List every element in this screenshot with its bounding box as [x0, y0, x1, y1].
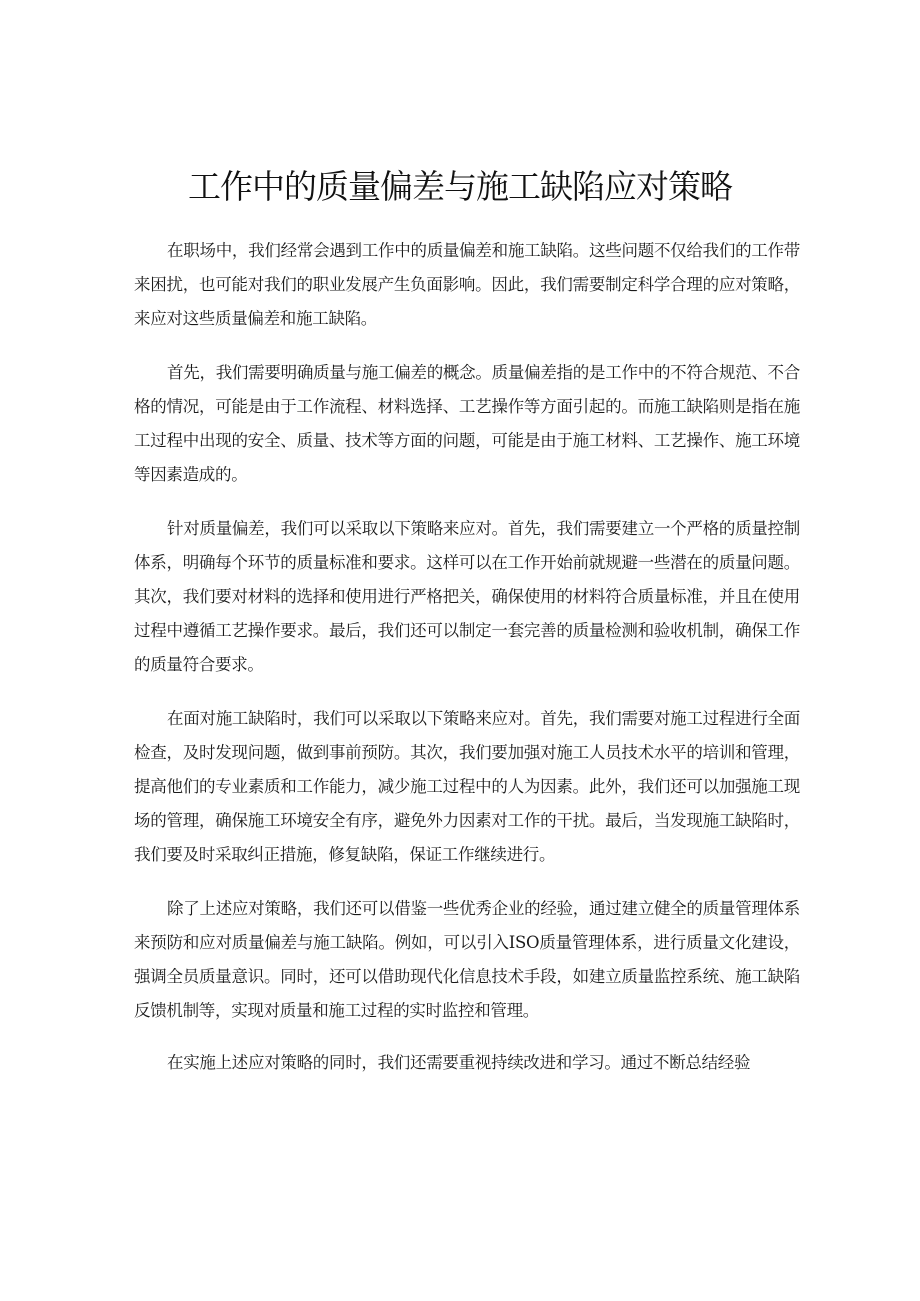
paragraph-enterprise-experience: 除了上述应对策略，我们还可以借鉴一些优秀企业的经验，通过建立健全的质量管理体系来预防和应对质量偏差与施工缺陷。例如，可以引入ISO质量管理体系，进行质量文化建设，强调全员质量意识。同时，还可以借助现代化信息技术手段，如建立质量监控系统、施工缺陷反馈机制等，实现对质量和施工过程的实时监控和管理。 [134, 899, 800, 1020]
document-title: 工作中的质量偏差与施工缺陷应对策略 [188, 167, 732, 206]
paragraph-quality-deviation-strategy: 针对质量偏差，我们可以采取以下策略来应对。首先，我们需要建立一个严格的质量控制体系，明确每个环节的质量标准和要求。这样可以在工作开始前就规避一些潜在的质量问题。其次，我们要对材料的选择和使用进行严格把关，确保使用的材料符合质量标准，并且在使用过程中遵循工艺操作要求。最后，我们还可以制定一套完善的质量检测和验收机制，确保工作的质量符合要求。 [134, 519, 800, 674]
paragraph-concepts: 首先，我们需要明确质量与施工偏差的概念。质量偏差指的是工作中的不符合规范、不合格的情况，可能是由于工作流程、材料选择、工艺操作等方面引起的。而施工缺陷则是指在施工过程中出现的安全、质量、技术等方面的问题，可能是由于施工材料、工艺操作、施工环境等因素造成的。 [134, 363, 800, 484]
paragraph-intro: 在职场中，我们经常会遇到工作中的质量偏差和施工缺陷。这些问题不仅给我们的工作带来困扰，也可能对我们的职业发展产生负面影响。因此，我们需要制定科学合理的应对策略，来应对这些质量偏差和施工缺陷。 [134, 241, 800, 328]
paragraph-continuous-improvement: 在实施上述应对策略的同时，我们还需要重视持续改进和学习。通过不断总结经验 [167, 1053, 751, 1072]
paragraph-construction-defect-strategy: 在面对施工缺陷时，我们可以采取以下策略来应对。首先，我们需要对施工过程进行全面检查，及时发现问题，做到事前预防。其次，我们要加强对施工人员技术水平的培训和管理，提高他们的专业素质和工作能力，减少施工过程中的人为因素。此外，我们还可以加强施工现场的管理，确保施工环境安全有序，避免外力因素对工作的干扰。最后，当发现施工缺陷时，我们要及时采取纠正措施，修复缺陷，保证工作继续进行。 [134, 709, 800, 864]
